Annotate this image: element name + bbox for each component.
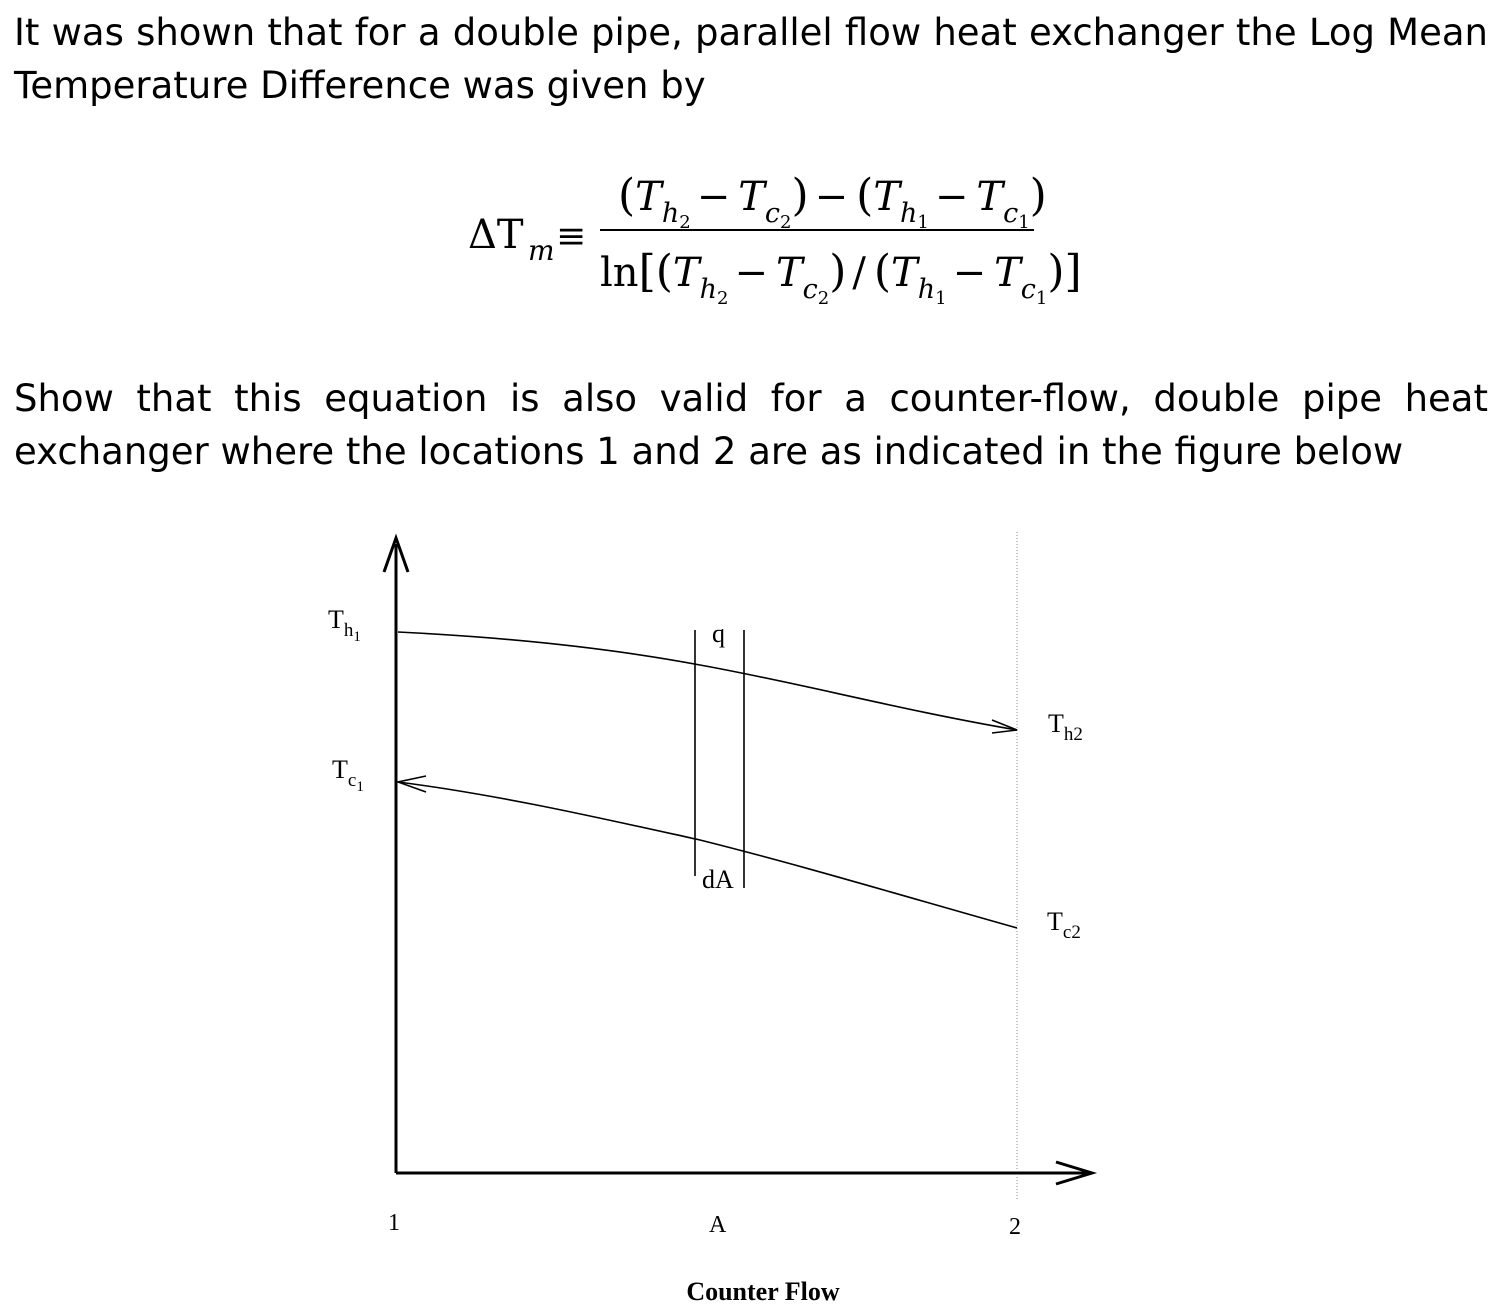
equation-token-var: T xyxy=(635,174,662,220)
intro-paragraph: It was shown that for a double pipe, parallel flow heat exchanger the Log Mean Temperature Difference was given by xyxy=(14,11,1488,107)
equation-token-paren: ( xyxy=(873,246,892,297)
equation-token-op: − xyxy=(952,250,987,296)
equation-token-sub: c xyxy=(802,274,818,305)
equation-token-var: T xyxy=(672,250,700,296)
equation-token-subsub: 2 xyxy=(679,212,691,233)
area-element-label: dA xyxy=(702,865,734,894)
equation-token-subsub: 2 xyxy=(817,288,830,309)
figure-caption: Counter Flow xyxy=(686,1277,840,1304)
x-label-1: 1 xyxy=(388,1210,400,1236)
equation-token-sub: c xyxy=(1003,198,1019,229)
label-th2: $T_{h2}$ xyxy=(1048,709,1083,745)
equation-token-var: T xyxy=(775,250,803,296)
equation-token-var: T xyxy=(891,250,918,296)
equation-token-op: − xyxy=(696,174,731,220)
equation-token-paren: ( xyxy=(618,170,636,221)
equation-token-var: T xyxy=(994,250,1021,296)
equation-token-var: T xyxy=(976,174,1004,220)
equation-token-op: − xyxy=(934,174,969,220)
equation-token-sub: c xyxy=(764,198,781,229)
equation-token-op: − xyxy=(734,250,768,296)
counter-flow-diagram xyxy=(0,520,1508,1304)
heat-transfer-label: q xyxy=(712,619,725,648)
equation-token-sub: h xyxy=(661,198,680,229)
equation-token-paren: )] xyxy=(1047,246,1082,297)
equation-token-sub: c xyxy=(1020,274,1036,305)
equation-numerator xyxy=(618,170,1047,233)
equation-token-subsub: 1 xyxy=(917,212,929,233)
equation-token-fn: ln xyxy=(600,250,639,296)
equation-token-var: T xyxy=(873,174,901,220)
equation-denominator xyxy=(600,246,1082,309)
equation-token-subsub: 1 xyxy=(1018,212,1030,233)
label-tc1: $T_c1$ xyxy=(332,755,364,795)
equation-token-var: T xyxy=(738,174,765,220)
equation-token-paren: [( xyxy=(638,246,673,297)
equation-token-paren: ) xyxy=(791,170,809,221)
equation-token-subsub: 1 xyxy=(1035,288,1048,309)
label-th1: $T_h1$ xyxy=(328,605,361,645)
equation-token-paren: ( xyxy=(856,170,874,221)
x-label-2: 2 xyxy=(1009,1214,1021,1240)
label-tc2: $T_{c2}$ xyxy=(1047,907,1081,943)
equation-token-subsub: 2 xyxy=(780,212,792,233)
equation-token-subsub: 2 xyxy=(716,288,729,309)
equation-token-op: − xyxy=(814,174,849,220)
equation-token-sub: h xyxy=(900,198,918,229)
lhs-subscript: m xyxy=(528,234,555,267)
equation-token-op: / xyxy=(852,250,866,296)
x-label-a: A xyxy=(709,1212,727,1238)
equation-token-sub: h xyxy=(699,274,717,305)
equivalence-sign: ≡ xyxy=(556,216,587,257)
lmtd-equation xyxy=(0,160,1508,320)
equation-token-paren: ) xyxy=(1029,170,1047,221)
hot-stream-curve xyxy=(398,632,1017,730)
question-paragraph: Show that this equation is also valid for a counter-flow, double pipe heat exchanger where the locations 1 and 2 are as indicated in the figure below xyxy=(14,377,1488,473)
lhs-symbol: ΔT xyxy=(468,212,524,258)
cold-stream-curve xyxy=(398,782,1017,928)
equation-token-sub: h xyxy=(917,274,936,305)
equation-token-subsub: 1 xyxy=(935,288,947,309)
equation-token-paren: ) xyxy=(829,246,847,297)
